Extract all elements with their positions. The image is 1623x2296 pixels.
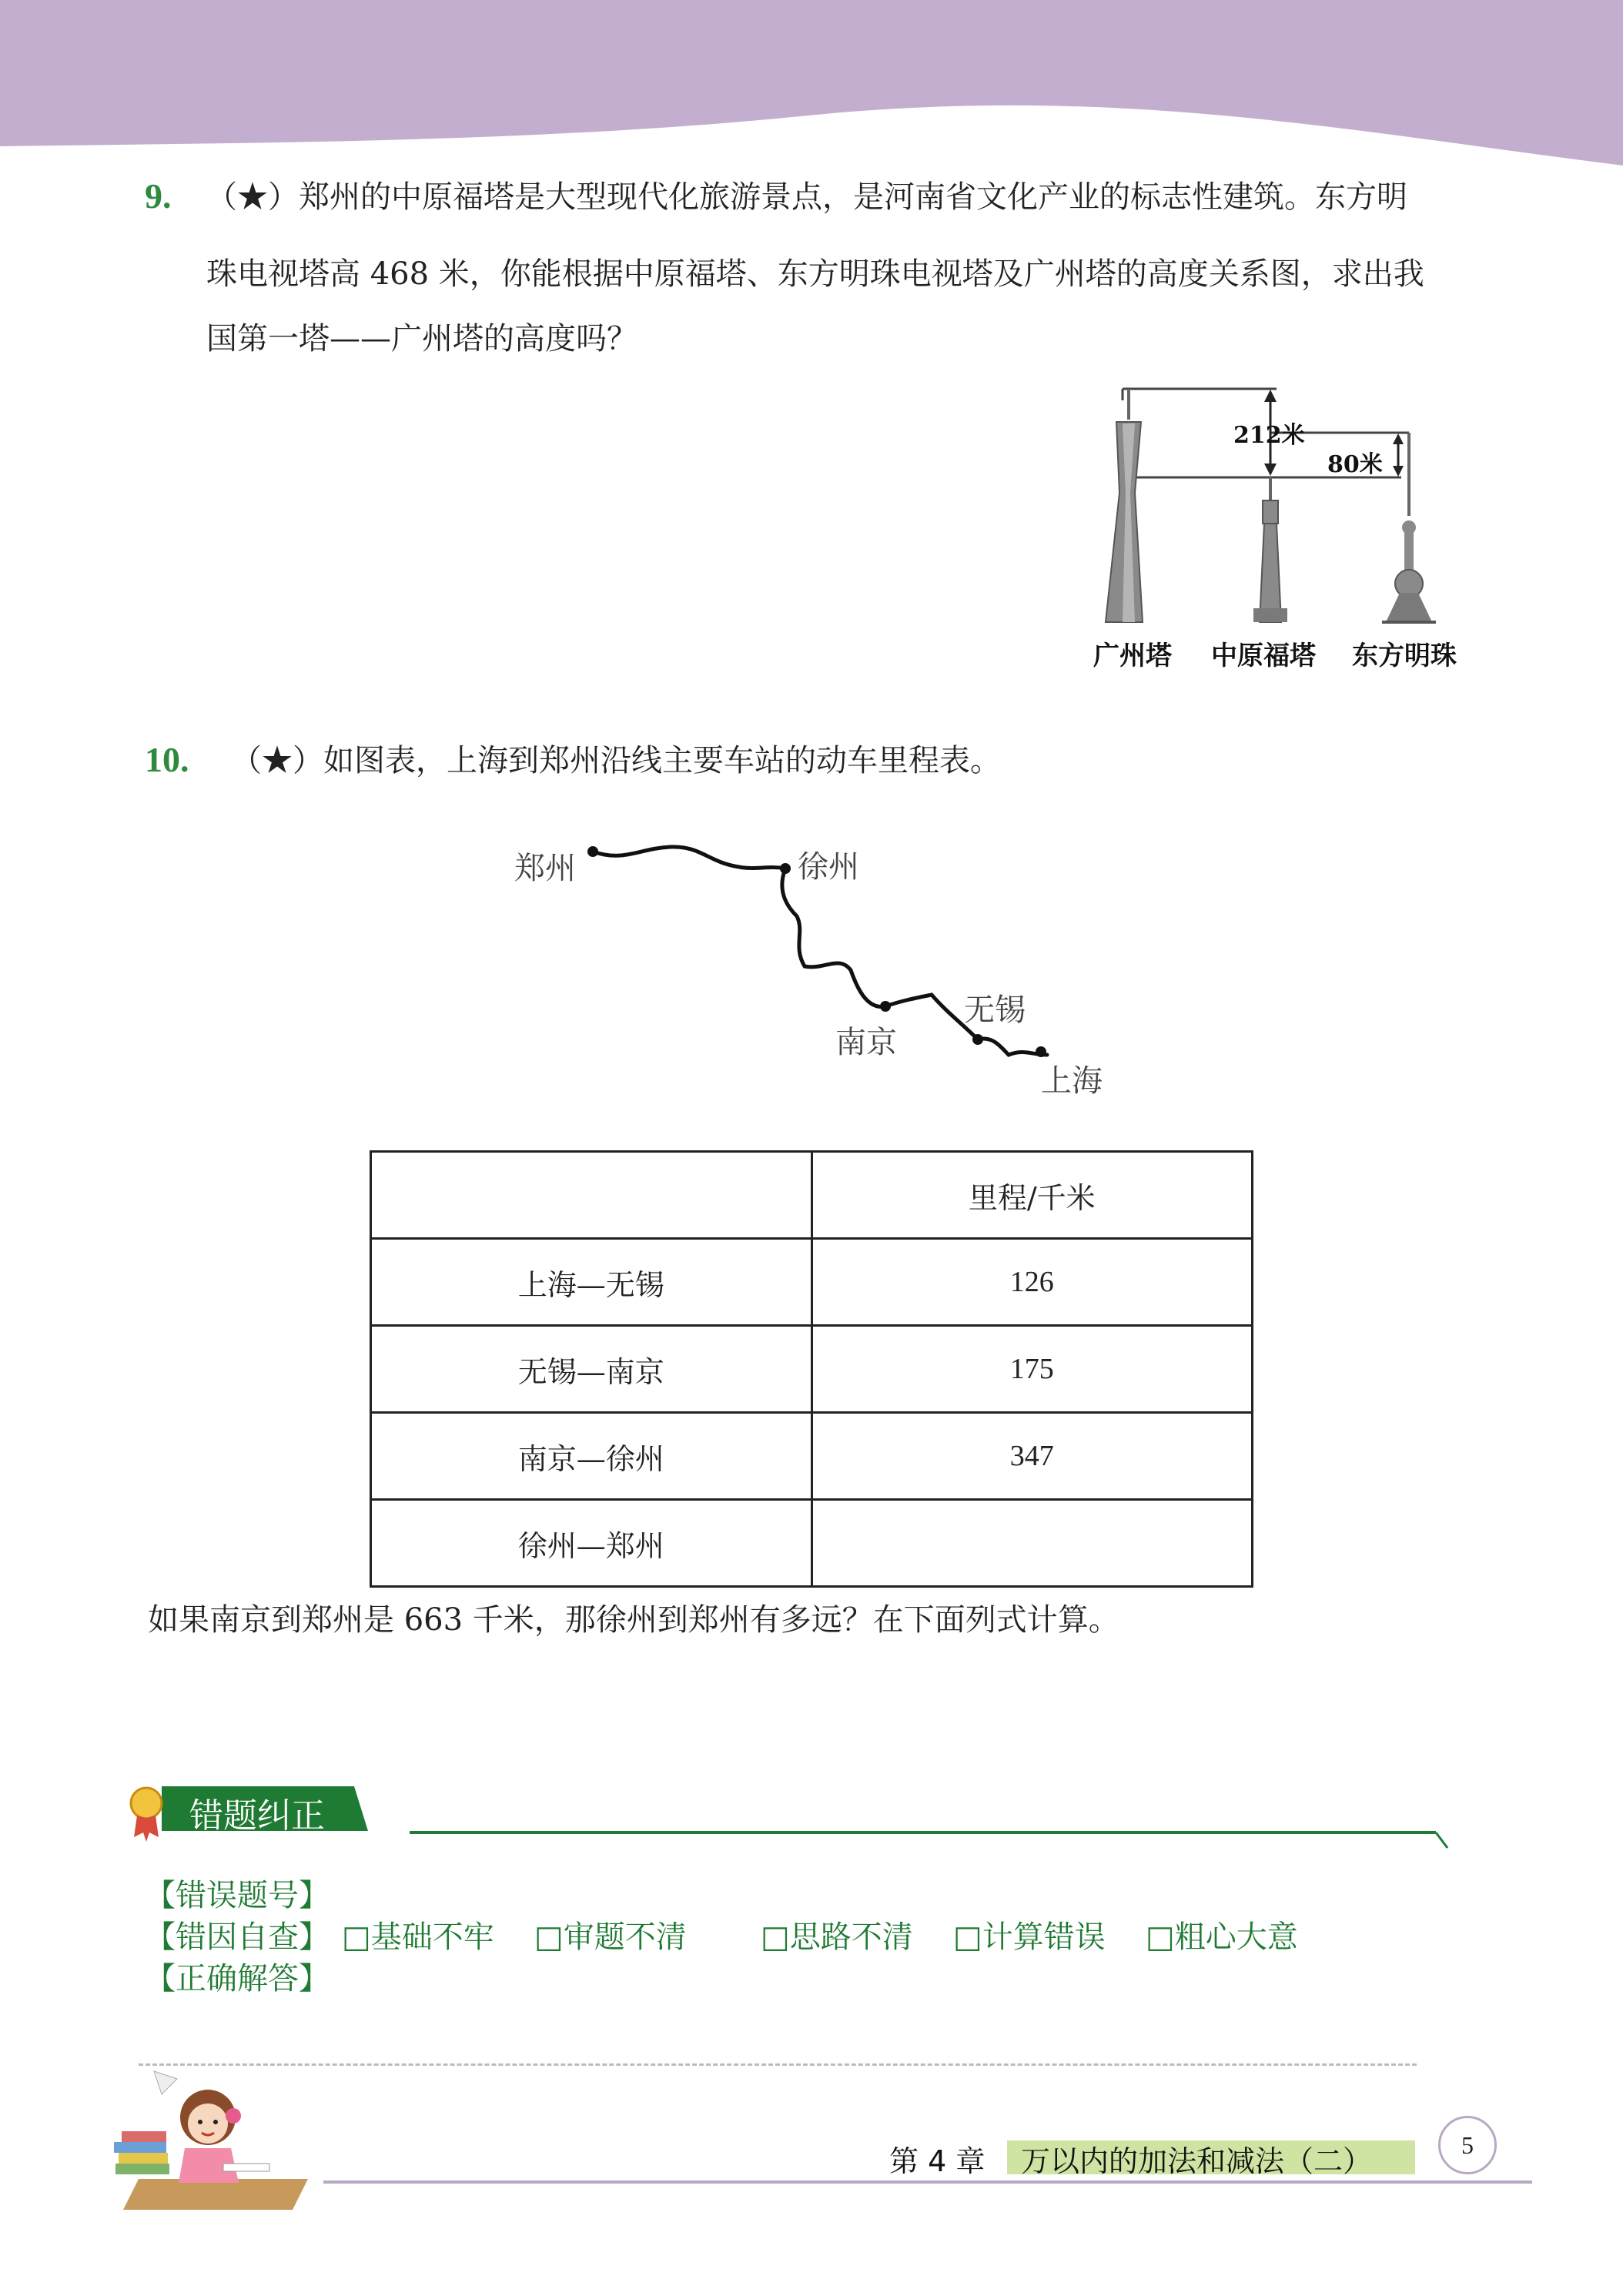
question-10-number: 10. [145, 740, 189, 779]
station-dot-zhengzhou [587, 846, 598, 857]
mileage-table [370, 1150, 1253, 1588]
height-diff-212-label: 212米 [1233, 422, 1305, 449]
dashed-divider [139, 2063, 1417, 2066]
map-label-nanjing: 南京 [835, 1025, 897, 1060]
map-label-wuxi: 无锡 [964, 992, 1026, 1028]
option-calculation-error[interactable]: □计算错误 [953, 1919, 1106, 1955]
distance-cell: 175 [812, 1326, 1253, 1413]
student-mascot-illustration [108, 2048, 323, 2225]
footer-rule [323, 2181, 1532, 2184]
question-9-line-2: 珠电视塔高 468 米，你能根据中原福塔、东方明珠电视塔及广州塔的高度关系图，求出我 [206, 256, 1424, 292]
map-label-xuzhou: 徐州 [798, 849, 859, 885]
table-header-row [371, 1152, 1253, 1239]
wrong-question-number-label: 【错误题号】 [145, 1878, 330, 1913]
distance-cell: 347 [812, 1413, 1253, 1500]
question-9-number: 9. [145, 176, 172, 216]
question-10-followup: 如果南京到郑州是 663 千米，那徐州到郑州有多远？在下面列式计算。 [148, 1602, 1119, 1638]
station-dot-nanjing [880, 1001, 891, 1012]
correct-answer-label: 【正确解答】 [145, 1961, 330, 1996]
table-row [371, 1413, 1253, 1500]
table-header-cell [371, 1152, 812, 1239]
distance-answer-cell[interactable] [812, 1500, 1253, 1587]
question-9-line-1: （★）郑州的中原福塔是大型现代化旅游景点，是河南省文化产业的标志性建筑。东方明 [206, 179, 1407, 215]
map-label-shanghai: 上海 [1041, 1063, 1103, 1099]
chapter-number: 第 4 章 [889, 2144, 986, 2178]
station-dot-shanghai [1036, 1046, 1046, 1057]
tower-label-guangzhou: 广州塔 [1093, 641, 1172, 671]
error-cause-label: 【错因自查】 [145, 1919, 330, 1955]
table-row [371, 1326, 1253, 1413]
table-row [371, 1500, 1253, 1587]
distance-cell: 126 [812, 1239, 1253, 1326]
map-label-zhengzhou: 郑州 [514, 851, 576, 886]
question-9-line-3: 国第一塔——广州塔的高度吗？ [206, 321, 637, 356]
route-cell: 徐州—郑州 [371, 1500, 812, 1587]
tower-label-oriental-pearl: 东方明珠 [1352, 641, 1457, 671]
option-misread-question[interactable]: □审题不清 [534, 1919, 687, 1955]
route-cell: 南京—徐州 [371, 1413, 812, 1500]
route-cell: 上海—无锡 [371, 1239, 812, 1326]
table-header-cell: 里程/千米 [812, 1152, 1253, 1239]
table-row [371, 1239, 1253, 1326]
guangzhou-tower-icon [1106, 389, 1143, 622]
correction-title: 错题纠正 [189, 1796, 325, 1836]
top-banner [0, 0, 1623, 169]
option-weak-basics[interactable]: □基础不牢 [342, 1919, 494, 1955]
option-careless[interactable]: □粗心大意 [1146, 1919, 1298, 1955]
page-number: 5 [1461, 2131, 1474, 2159]
zhongyuan-tower-icon [1253, 477, 1287, 622]
station-dot-wuxi [972, 1034, 983, 1045]
station-dot-xuzhou [780, 863, 791, 874]
route-cell: 无锡—南京 [371, 1326, 812, 1413]
height-diff-80-label: 80米 [1327, 451, 1383, 478]
option-unclear-thinking[interactable]: □思路不清 [761, 1919, 913, 1955]
oriental-pearl-tower-icon [1382, 433, 1436, 622]
question-10-intro: （★）如图表，上海到郑州沿线主要车站的动车里程表。 [231, 743, 1001, 778]
tower-label-zhongyuan: 中原福塔 [1211, 641, 1316, 671]
chapter-title: 万以内的加法和减法（二） [1021, 2144, 1373, 2178]
medal-icon [131, 1788, 162, 1819]
